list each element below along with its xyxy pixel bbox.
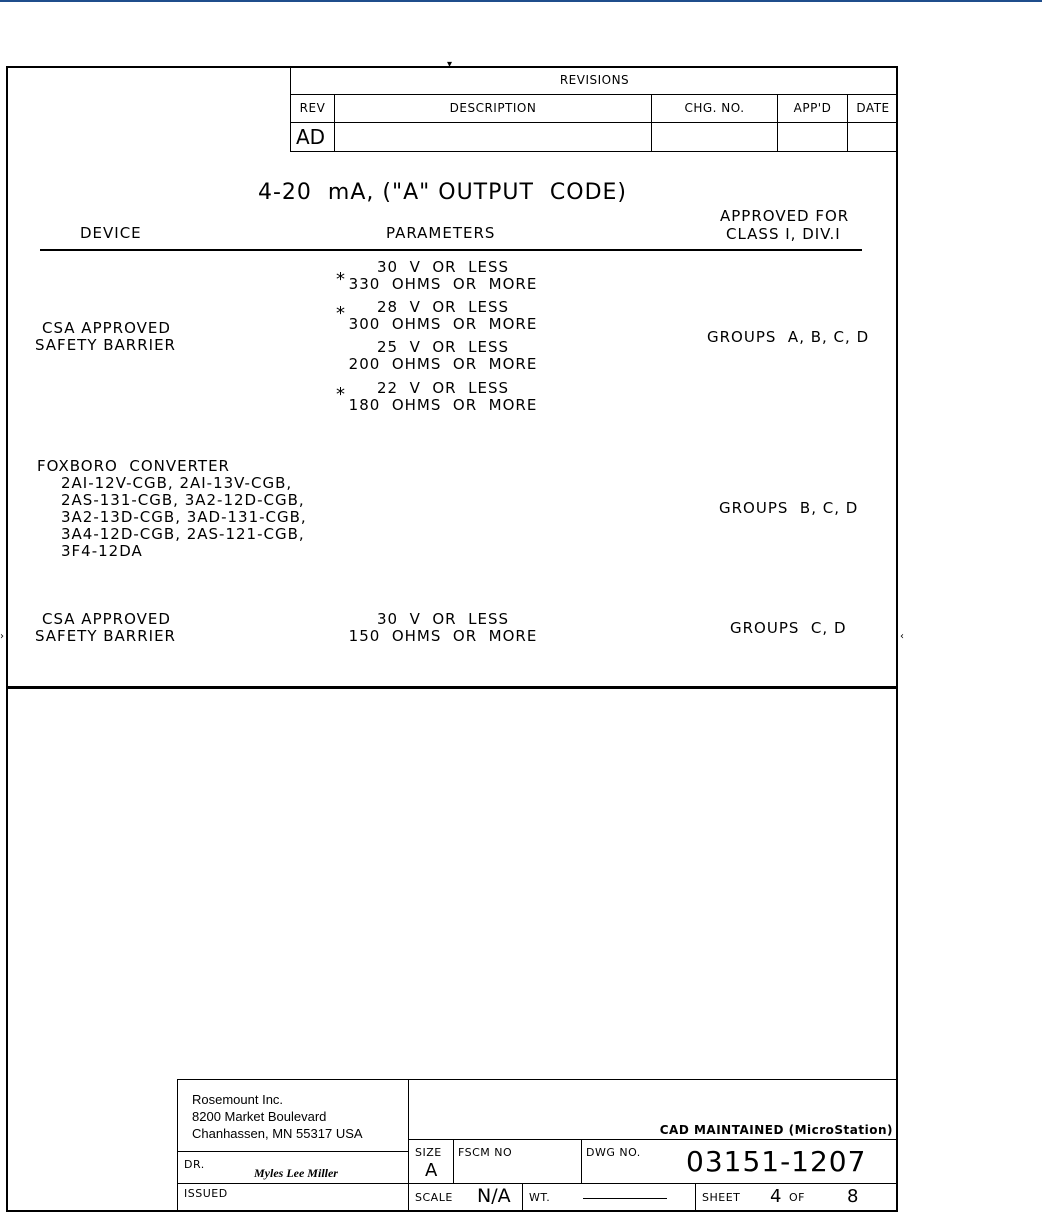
- sheet-label: SHEET: [702, 1191, 741, 1204]
- weight-blank-line: [583, 1198, 667, 1199]
- cad-note-box: [408, 1079, 898, 1139]
- header-rule: [40, 249, 862, 251]
- model-line: 3F4-12DA: [61, 542, 143, 560]
- appd-header: APP'D: [778, 94, 848, 123]
- dwg-no-box: [581, 1139, 898, 1184]
- table-heading: 4-20 mA, ("A" OUTPUT CODE): [258, 180, 627, 205]
- row1-device-line1: CSA APPROVED: [42, 319, 171, 337]
- rev-chg-no: [652, 123, 778, 151]
- section-divider: [6, 686, 898, 689]
- row2-device-title: FOXBORO CONVERTER: [37, 457, 230, 475]
- page-top-rule: [0, 0, 1042, 2]
- rev-code: AD: [291, 123, 335, 151]
- drawn-by-box: [177, 1151, 409, 1184]
- size-label: SIZE: [415, 1146, 442, 1159]
- drawn-by-signature: Myles Lee Miller: [254, 1166, 338, 1180]
- scale-label: SCALE: [415, 1191, 453, 1204]
- row3-device-line1: CSA APPROVED: [42, 610, 171, 628]
- sheet-number: 4: [770, 1186, 782, 1207]
- param-resistance: 330 OHMS OR MORE: [348, 275, 538, 293]
- drawing-number: 03151-1207: [686, 1145, 867, 1178]
- fscm-label: FSCM NO: [458, 1146, 513, 1159]
- fscm-box: [453, 1139, 582, 1184]
- asterisk-mark: *: [336, 269, 345, 290]
- date-header: DATE: [848, 94, 898, 123]
- param-voltage: 28 V OR LESS: [376, 298, 510, 316]
- issued-box: [177, 1183, 409, 1212]
- param-resistance: 300 OHMS OR MORE: [348, 315, 538, 333]
- issued-label: ISSUED: [184, 1187, 228, 1200]
- revisions-title: REVISIONS: [291, 66, 898, 95]
- address-line2: Chanhassen, MN 55317 USA: [192, 1126, 363, 1141]
- model-line: 2AS-131-CGB, 3A2-12D-CGB,: [61, 491, 305, 509]
- rev-appd: [778, 123, 848, 151]
- model-line: 3A2-13D-CGB, 3AD-131-CGB,: [61, 508, 307, 526]
- cad-maintained-note: CAD MAINTAINED (MicroStation): [659, 1123, 893, 1137]
- chg-no-header: CHG. NO.: [652, 94, 778, 123]
- size-box: [408, 1139, 454, 1184]
- center-mark-right: ‹: [900, 631, 904, 642]
- param-voltage: 25 V OR LESS: [376, 338, 510, 356]
- param-resistance: 180 OHMS OR MORE: [348, 396, 538, 414]
- param-voltage: 22 V OR LESS: [376, 379, 510, 397]
- asterisk-mark: *: [336, 303, 345, 324]
- center-mark-left: ›: [0, 631, 4, 642]
- description-header: DESCRIPTION: [335, 94, 652, 123]
- parameters-column-header: PARAMETERS: [386, 224, 496, 242]
- company-address-box: [177, 1079, 409, 1152]
- address-line1: 8200 Market Boulevard: [192, 1109, 327, 1124]
- company-name: Rosemount Inc.: [192, 1092, 284, 1107]
- approved-header-line2: CLASS I, DIV.I: [726, 225, 841, 243]
- approved-header-line1: APPROVED FOR: [720, 207, 850, 225]
- row3-groups: GROUPS C, D: [730, 619, 847, 637]
- row3-param-resistance: 150 OHMS OR MORE: [348, 627, 538, 645]
- scale-value: N/A: [477, 1185, 511, 1207]
- rev-header: REV: [291, 94, 335, 123]
- rev-date: [848, 123, 898, 151]
- sheet-total: 8: [847, 1186, 859, 1207]
- row3-param-voltage: 30 V OR LESS: [376, 610, 510, 628]
- row1-groups: GROUPS A, B, C, D: [707, 328, 870, 346]
- param-voltage: 30 V OR LESS: [376, 258, 510, 276]
- device-column-header: DEVICE: [80, 224, 142, 242]
- scale-box: [408, 1183, 523, 1212]
- model-line: 3A4-12D-CGB, 2AS-121-CGB,: [61, 525, 305, 543]
- sheet-box: [695, 1183, 898, 1212]
- dwg-no-label: DWG NO.: [586, 1146, 641, 1159]
- asterisk-mark: *: [336, 384, 345, 405]
- row2-groups: GROUPS B, C, D: [719, 499, 859, 517]
- size-value: A: [425, 1160, 438, 1181]
- row1-device-line2: SAFETY BARRIER: [35, 336, 176, 354]
- rev-description: [335, 123, 652, 151]
- of-label: OF: [789, 1191, 805, 1204]
- weight-box: [522, 1183, 696, 1212]
- revisions-table: [290, 66, 898, 152]
- center-mark-top: ▾: [447, 59, 453, 70]
- row3-device-line2: SAFETY BARRIER: [35, 627, 176, 645]
- model-line: 2AI-12V-CGB, 2AI-13V-CGB,: [61, 474, 293, 492]
- dr-label: DR.: [184, 1158, 205, 1171]
- param-resistance: 200 OHMS OR MORE: [348, 355, 538, 373]
- wt-label: WT.: [529, 1191, 551, 1204]
